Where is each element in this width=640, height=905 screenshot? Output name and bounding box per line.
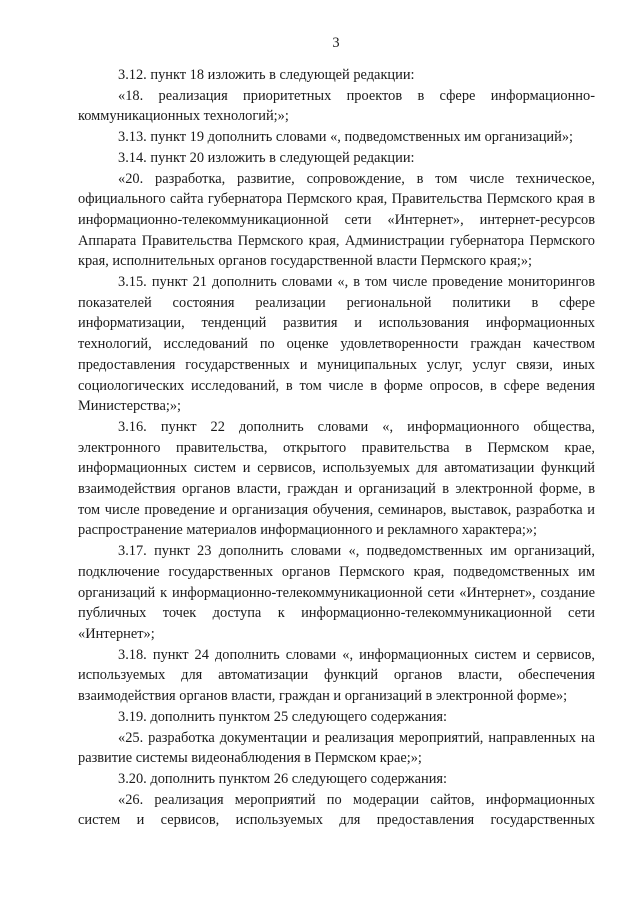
- page-number: 3: [332, 35, 340, 51]
- paragraph-3-13: 3.13. пункт 19 дополнить словами «, подведомственных им организаций»;: [118, 129, 574, 146]
- paragraph-item-25: «25. разработка документации и реализация мероприятий, направленных на развитие системы видеонаблюдения в Пермском крае;»;: [78, 729, 595, 767]
- paragraph-3-18: 3.18. пункт 24 дополнить словами «, информационных систем и сервисов, используемых для автоматизации функций органов власти, обеспечения взаимодействия органов власти, граждан и организаций в электронной форме»;: [78, 646, 595, 705]
- paragraph-3-14: 3.14. пункт 20 изложить в следующей редакции:: [118, 149, 415, 166]
- paragraph-3-20: 3.20. дополнить пунктом 26 следующего содержания:: [118, 770, 448, 787]
- paragraph-3-17: 3.17. пункт 23 дополнить словами «, подведомственных им организаций, подключение государственных органов Пермского края, подведомственных им организаций к информационно-телекоммуникационной сети «Интернет», создание публичных точек доступа к информационно-телекоммуникационной сети «Интернет»;: [78, 543, 595, 642]
- document-body: [78, 65, 595, 831]
- paragraph-item-26: «26. реализация мероприятий по модерации сайтов, информационных систем и сервисов, используемых для предоставления государственных: [78, 791, 595, 829]
- paragraph-3-19: 3.19. дополнить пунктом 25 следующего содержания:: [118, 708, 448, 725]
- paragraph-3-15: 3.15. пункт 21 дополнить словами «, в том числе проведение мониторингов показателей состояния реализации региональной политики в сфере информатизации, тенденций развития и использования информационных технологий, исследований по оценке удовлетворенности граждан качеством предоставления государственных и муниципальных услуг, услуг связи, иных социологических исследований, в том числе в форме опросов, в сфере ведения Министерства;»;: [78, 274, 595, 415]
- paragraph-item-18: «18. реализация приоритетных проектов в сфере информационно-коммуникационных технологий;»;: [78, 87, 595, 125]
- paragraph-3-12: 3.12. пункт 18 изложить в следующей редакции:: [118, 67, 415, 83]
- paragraph-3-16: 3.16. пункт 22 дополнить словами «, информационного общества, электронного правительства, открытого правительства в Пермском крае, информационных систем и сервисов, используемых для автоматизации функций взаимодействия органов власти, граждан и организаций в электронной форме, в том числе проведение и организация обучения, семинаров, выставок, разработка и распространение материалов информационного и рекламного характера;»;: [78, 418, 595, 539]
- paragraph-item-20: «20. разработка, развитие, сопровождение, в том числе техническое, официального сайта губернатора Пермского края, Правительства Пермского края в информационно-телекоммуникационной сети «Интернет», интернет-ресурсов Аппарата Правительства Пермского края, Администрации губернатора Пермского края, исполнительных органов государственной власти Пермского края;»;: [78, 170, 595, 270]
